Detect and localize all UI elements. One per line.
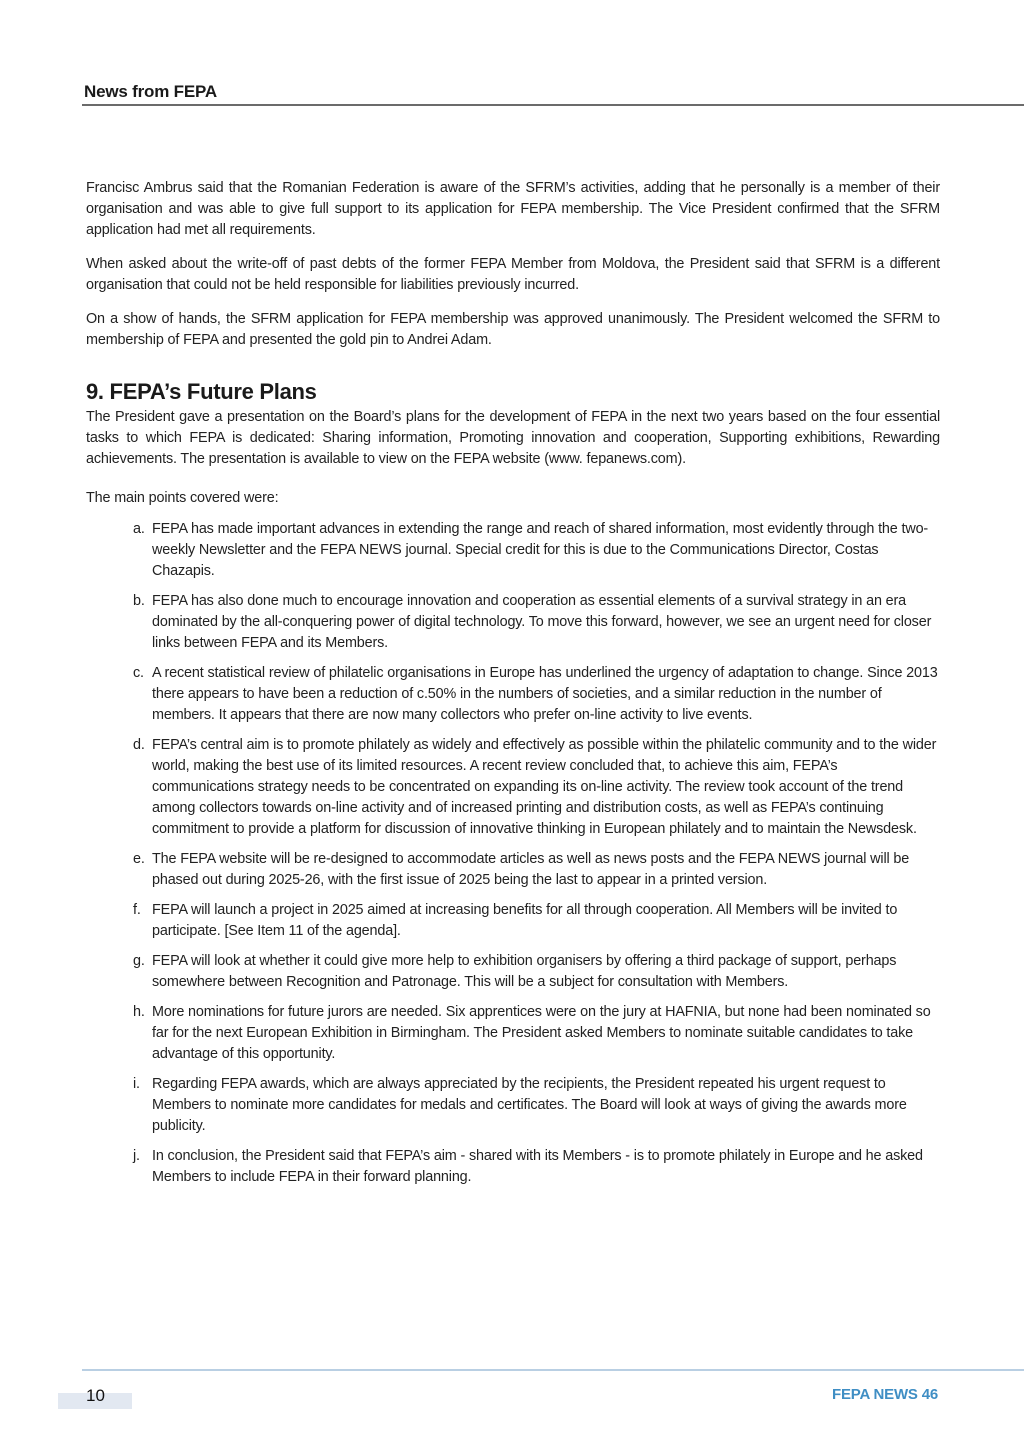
list-item — [133, 1146, 942, 1188]
item-marker: c. — [133, 665, 144, 681]
item-text: FEPA will look at whether it could give more help to exhibition organisers by offering a third package of support, perhaps somewhere between Recognition and Patronage. This will be a subject for consultation with Members. — [152, 953, 897, 990]
points-lead-in: The main points covered were: — [86, 490, 279, 506]
list-item — [133, 591, 942, 654]
article-body — [86, 178, 940, 1197]
list-item — [133, 519, 942, 582]
section-intro: The President gave a presentation on the Board’s plans for the development of FEPA in the next two years based on the four essential tasks to which FEPA is dedicated: Sharing information, Promoting innovation and cooperation, Supporting exhibitions, Rewarding achievements. The presentation is available to view on the FEPA website (www. fepanews.com). — [86, 409, 940, 467]
running-head: News from FEPA — [84, 82, 217, 101]
item-marker: f. — [133, 902, 141, 918]
item-text: FEPA has also done much to encourage innovation and cooperation as essential elements of a survival strategy in an era dominated by the all-conquering power of digital technology. To move this forward, however, we see an urgent need for closer links between FEPA and its Members. — [152, 593, 932, 651]
list-item — [133, 951, 942, 993]
list-item — [133, 735, 942, 840]
item-marker: a. — [133, 521, 145, 537]
item-marker: d. — [133, 737, 145, 753]
list-item — [133, 849, 942, 891]
list-item — [133, 900, 942, 942]
item-marker: e. — [133, 851, 145, 867]
header-rule — [82, 104, 1024, 106]
item-marker: g. — [133, 953, 145, 969]
item-text: In conclusion, the President said that FEPA’s aim - shared with its Members - is to promote philately in Europe and he asked Members to include FEPA in their forward planning. — [152, 1148, 923, 1185]
item-text: More nominations for future jurors are needed. Six apprentices were on the jury at HAFNIA, but none had been nominated so far for the next European Exhibition in Birmingham. The President asked Members to nominate suitable candidates to take advantage of this opportunity. — [152, 1004, 931, 1062]
item-text: The FEPA website will be re-designed to accommodate articles as well as news posts and the FEPA NEWS journal will be phased out during 2025-26, with the first issue of 2025 being the last to appear in a printed version. — [152, 851, 910, 888]
paragraph: When asked about the write-off of past debts of the former FEPA Member from Moldova, the President said that SFRM is a different organisation that could not be held responsible for liabilities previously incurred. — [86, 256, 940, 293]
item-marker: h. — [133, 1004, 145, 1020]
item-marker: i. — [133, 1076, 140, 1092]
list-item — [133, 663, 942, 726]
paragraph: Francisc Ambrus said that the Romanian Federation is aware of the SFRM’s activities, adding that he personally is a member of their organisation and was able to give full support to its application for FEPA membership. The Vice President confirmed that the SFRM application had met all requirements. — [86, 180, 940, 238]
item-marker: j. — [133, 1148, 140, 1164]
item-marker: b. — [133, 593, 145, 609]
footer-rule — [82, 1369, 1024, 1371]
list-item — [133, 1002, 942, 1065]
item-text: A recent statistical review of philatelic organisations in Europe has underlined the urgency of adaptation to change. Since 2013 there appears to have been a reduction of c.50% in the numbers of societies, and a similar reduction in the number of members. It appears that there are now many collectors who prefer on-line activity to live events. — [152, 665, 938, 723]
item-text: Regarding FEPA awards, which are always appreciated by the recipients, the President repeated his urgent request to Members to nominate more candidates for medals and certificates. The Board will look at ways of giving the awards more publicity. — [152, 1076, 907, 1134]
journal-name: FEPA NEWS 46 — [832, 1386, 938, 1403]
list-item — [133, 1074, 942, 1137]
item-text: FEPA will launch a project in 2025 aimed at increasing benefits for all through cooperation. All Members will be invited to participate. [See Item 11 of the agenda]. — [152, 902, 898, 939]
page-number: 10 — [86, 1386, 105, 1405]
paragraph: On a show of hands, the SFRM application for FEPA membership was approved unanimously. The President welcomed the SFRM to membership of FEPA and presented the gold pin to Andrei Adam. — [86, 311, 940, 348]
section-title: 9. FEPA’s Future Plans — [86, 379, 317, 404]
item-text: FEPA has made important advances in extending the range and reach of shared information, most evidently through the two-weekly Newsletter and the FEPA NEWS journal. Special credit for this is due to the Communications Director, Costas Chazapis. — [152, 521, 929, 579]
main-points-list — [86, 519, 940, 1188]
item-text: FEPA’s central aim is to promote philately as widely and effectively as possible within the philatelic community and to the wider world, making the best use of its limited resources. A recent review concluded that, to achieve this aim, FEPA’s communications strategy needs to be concentrated on expanding its on-line activity. The review took account of the trend among collectors towards on-line activity and of increased printing and distribution costs, as well as FEPA’s continuing commitment to provide a platform for discussion of innovative thinking in European philately and to maintain the Newsdesk. — [152, 737, 937, 837]
